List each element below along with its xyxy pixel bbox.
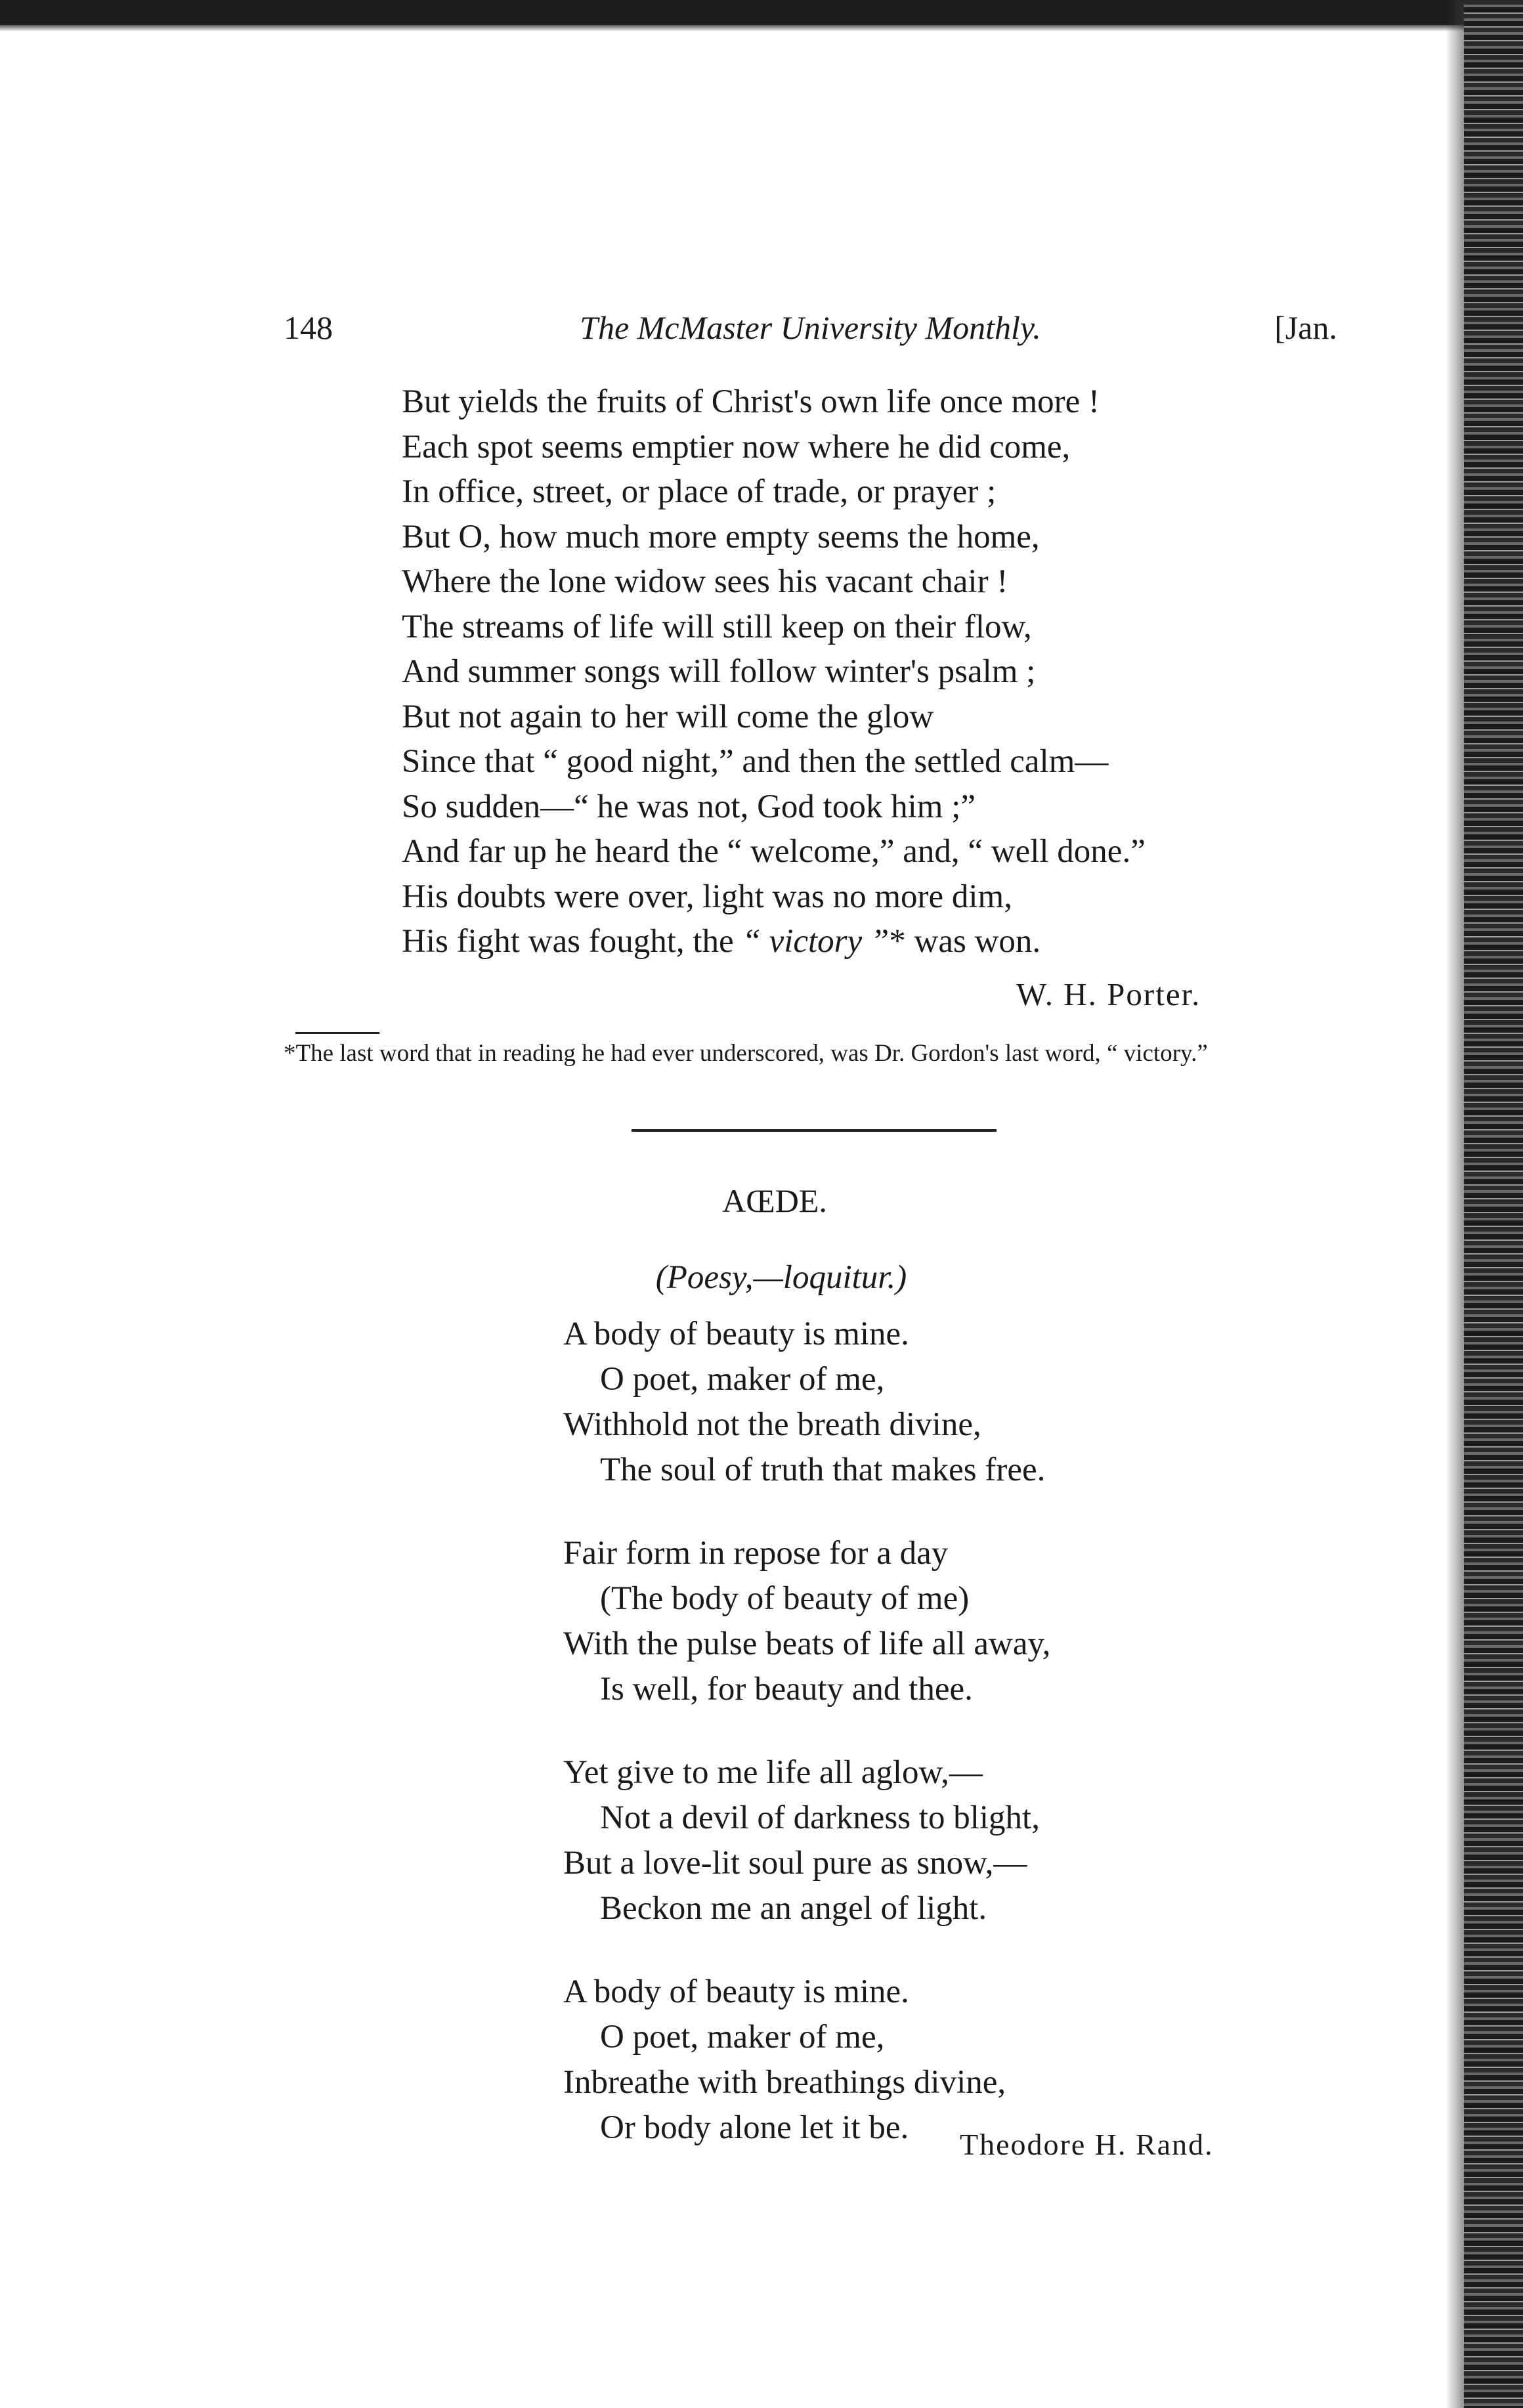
stanza-line: With the pulse beats of life all away, (563, 1625, 1051, 1662)
footnote: *The last word that in reading he had ever underscored, was Dr. Gordon's last word, “ victory.” (284, 1040, 1208, 1067)
stanza-line: O poet, maker of me, (600, 2019, 885, 2055)
aoede-poem (563, 1312, 1050, 2189)
poem-last-line-start: His fight was fought, the (402, 923, 742, 960)
stanza (563, 1750, 1050, 1931)
stanza (563, 1969, 1050, 2151)
porter-signature: W. H. Porter. (1016, 976, 1201, 1012)
poem-line: So sudden—“ he was not, God took him ;” (402, 788, 976, 825)
poem-title: AŒDE. (722, 1182, 827, 1219)
stanza-line: The soul of truth that makes free. (600, 1451, 1046, 1488)
scan-top-shadow (0, 25, 1523, 32)
poem-last-line-end: * was won. (889, 923, 1041, 960)
poem-line: Since that “ good night,” and then the settled calm— (402, 743, 1109, 780)
poem-line: And summer songs will follow winter's psalm ; (402, 653, 1036, 690)
stanza-line: Not a devil of darkness to blight, (600, 1799, 1040, 1836)
stanza-line: Fair form in repose for a day (563, 1535, 949, 1572)
stanza-line: Is well, for beauty and thee. (600, 1671, 973, 1708)
section-divider (632, 1129, 997, 1132)
poem-line: But yields the fruits of Christ's own life once more ! (402, 383, 1100, 420)
stanza-line: A body of beauty is mine. (563, 1973, 909, 2010)
poem-line: His doubts were over, light was no more dim, (402, 878, 1012, 915)
porter-poem (402, 379, 1146, 964)
poem-line: Each spot seems emptier now where he did come, (402, 428, 1071, 465)
poem-line: And far up he heard the “ welcome,” and, “ well done.” (402, 833, 1146, 870)
stanza-line: Inbreathe with breathings divine, (563, 2064, 1006, 2101)
footnote-rule (295, 1032, 379, 1034)
poem-line: But O, how much more empty seems the home, (402, 518, 1040, 555)
journal-title: The McMaster University Monthly. (580, 309, 1041, 346)
victory-word: “ victory ” (742, 923, 890, 960)
poem-last-line (402, 919, 1146, 964)
poem-subtitle: (Poesy,—loquitur.) (655, 1259, 907, 1296)
stanza-line: But a love-lit soul pure as snow,— (563, 1845, 1027, 1881)
stanza-line: (The body of beauty of me) (600, 1580, 970, 1617)
running-head (284, 309, 1337, 361)
rand-signature: Theodore H. Rand. (960, 2128, 1214, 2161)
poem-line: In office, street, or place of trade, or prayer ; (402, 473, 997, 510)
stanza-line: Or body alone let it be. (600, 2109, 909, 2146)
stanza (563, 1531, 1050, 1712)
stanza-line: Withhold not the breath divine, (563, 1406, 981, 1443)
poem-line: The streams of life will still keep on their flow, (402, 608, 1032, 645)
stanza-line: A body of beauty is mine. (563, 1316, 909, 1352)
scan-top-edge (0, 0, 1523, 25)
issue-month: [Jan. (1274, 309, 1337, 346)
poem-line: Where the lone widow sees his vacant chair ! (402, 563, 1008, 600)
stanza-line: Beckon me an angel of light. (600, 1890, 987, 1927)
stanza-line: O poet, maker of me, (600, 1361, 885, 1398)
stanza (563, 1312, 1050, 1493)
stanza-line: Yet give to me life all aglow,— (563, 1754, 983, 1791)
poem-line: But not again to her will come the glow (402, 698, 934, 735)
page-number: 148 (284, 309, 333, 346)
